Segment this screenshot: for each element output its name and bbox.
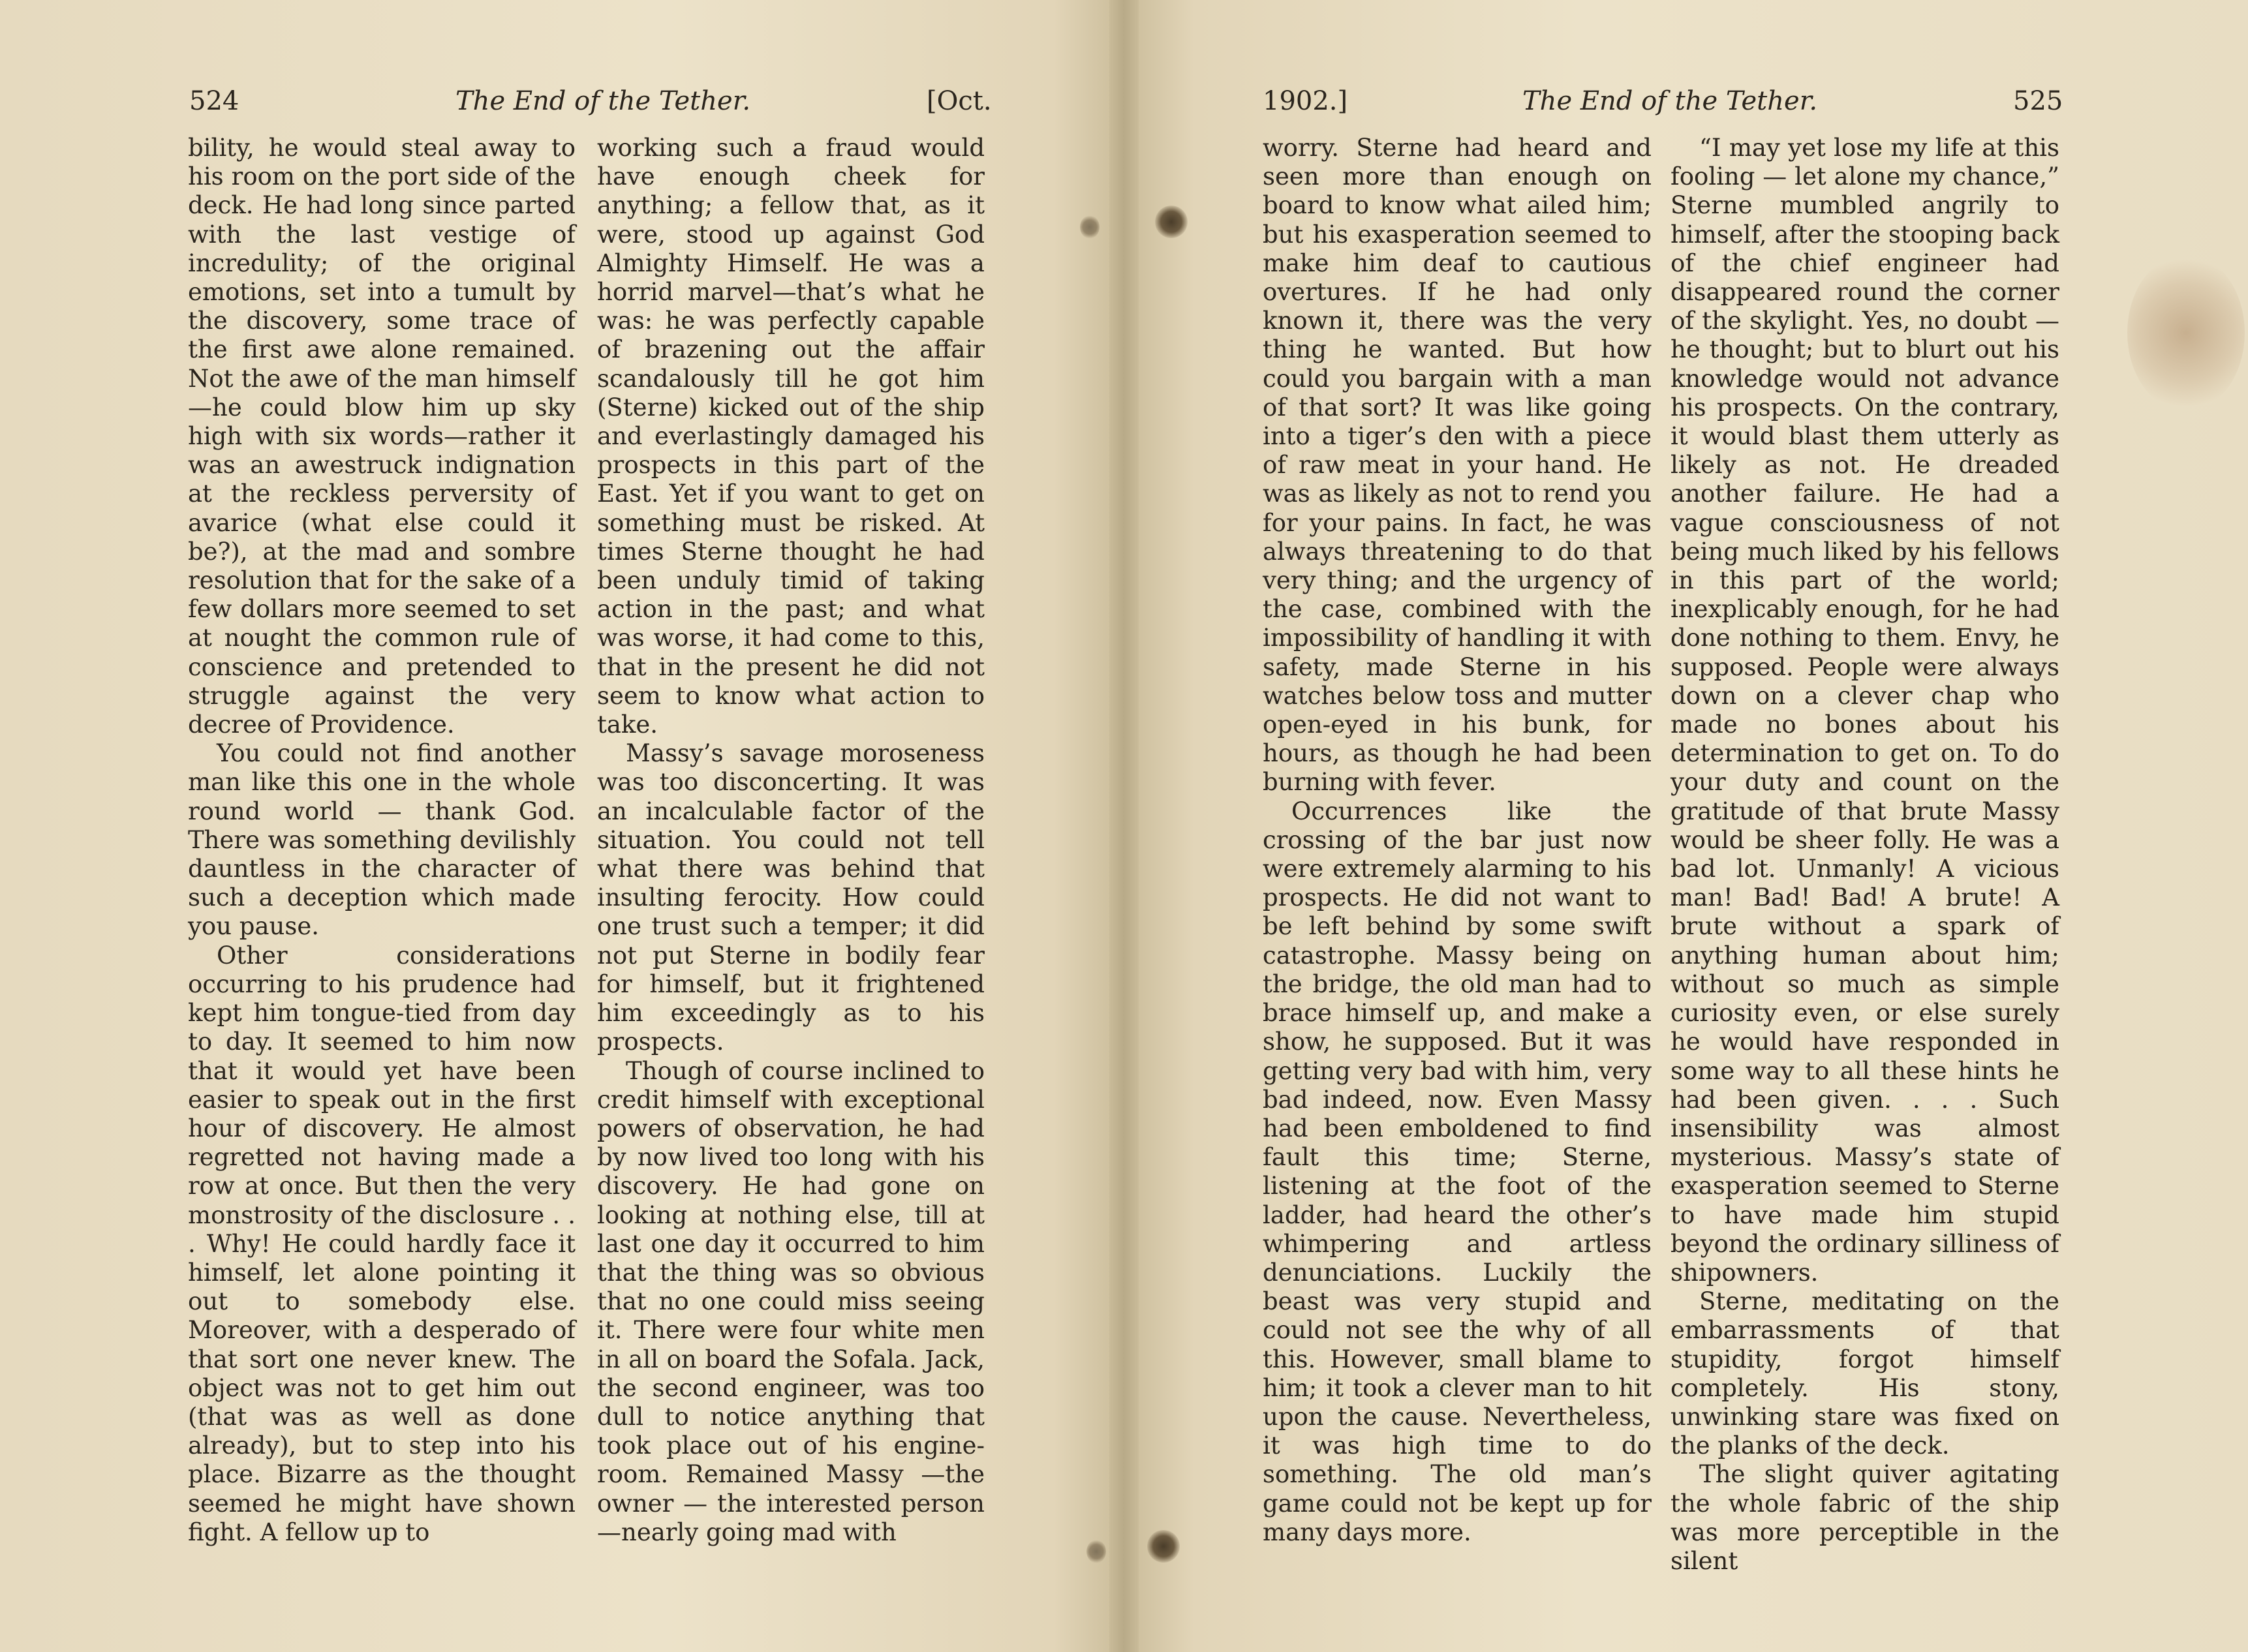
left-page	[0, 0, 1109, 1652]
paragraph: You could not find another man like this one in the whole round world — thank God. There was something devilishly dauntless in the character of such a deception which made you pause.	[188, 739, 576, 941]
binding-hole-mark	[1147, 1530, 1180, 1563]
right-column-1	[1263, 134, 1652, 1547]
paragraph: Other considerations occurring to his prudence had kept him tongue-tied from day to day. It seemed to him now that it would yet have been easier to speak out in the first hour of discovery. He almost regretted not having made a row at once. But then the very monstrosity of the disclosure . . . Why! He could hardly face it himself, let alone pointing it out to somebody else. Moreover, with a desperado of that sort one never knew. The object was not to get him out (that was as well as done already), but to step into his place. Bizarre as the thought seemed he might have shown fight. A fellow up to	[188, 941, 576, 1546]
left-running-date: [Oct.	[927, 86, 992, 116]
paragraph: “I may yet lose my life at this fooling — let alone my chance,” Sterne mumbled angrily to himself, after the stooping back of the chief engineer had disappeared round the corner of the skylight. Yes, no doubt — he thought; but to blurt out his knowledge would not advance his prospects. On the contrary, it would blast them utterly as likely as not. He dreaded another failure. He had a vague consciousness of not being much liked by his fellows in this part of the world; inexplicably enough, for he had done nothing to them. Envy, he supposed. People were always down on a clever chap who made no bones about his determination to get on. To do your duty and count on the gratitude of that brute Massy would be sheer folly. He was a bad lot. Unmanly! A vicious man! Bad! Bad! A brute! A brute without a spark of anything human about him; without so much as simple curiosity even, or else surely he would have responded in some way to all these hints he had been given. . . . Such insensibility was almost mysterious. Massy’s state of exasperation seemed to Sterne to have made him stupid beyond the ordinary silliness of shipowners.	[1671, 134, 2059, 1287]
paragraph: worry. Sterne had heard and seen more than enough on board to know what ailed him; but his exasperation seemed to make him deaf to cautious overtures. If he had only known it, there was the very thing he wanted. But how could you bargain with a man of that sort? It was like going into a tiger’s den with a piece of raw meat in your hand. He was as likely as not to rend you for your pains. In fact, he was always threatening to do that very thing; and the urgency of the case, combined with the impossibility of handling it with safety, made Sterne in his watches below toss and mutter open-eyed in his bunk, for hours, as though he had been burning with fever.	[1263, 134, 1652, 797]
paragraph: Massy’s savage moroseness was too disconcerting. It was an incalculable factor of the situation. You could not tell what there was behind that insulting ferocity. How could one trust such a temper; it did not put Sterne in bodily fear for himself, but it frightened him exceedingly as to his prospects.	[597, 739, 985, 1056]
paragraph: working such a fraud would have enough cheek for anything; a fellow that, as it were, stood up against God Almighty Himself. He was a horrid marvel—that’s what he was: he was perfectly capable of brazening out the affair scandalously till he got him (Sterne) kicked out of the ship and everlastingly damaged his prospects in this part of the East. Yet if you want to get on something must be risked. At times Sterne thought he had been unduly timid of taking action in the past; and what was worse, it had come to this, that in the present he did not seem to know what action to take.	[597, 134, 985, 739]
left-running-head	[0, 82, 1109, 121]
binding-hole-mark	[1155, 206, 1188, 238]
paragraph: The slight quiver agitating the whole fabric of the ship was more perceptible in the silent	[1671, 1460, 2059, 1575]
left-column-1	[188, 134, 576, 1547]
paragraph: Sterne, meditating on the embarrassments of that stupidity, forgot himself completely. His stony, unwinking stare was fixed on the planks of the deck.	[1671, 1287, 2059, 1460]
right-running-head	[1139, 82, 2248, 121]
right-page-number: 525	[2013, 86, 2063, 116]
book-gutter	[1109, 0, 1139, 1652]
paper-stain	[2127, 254, 2245, 411]
paragraph: bility, he would steal away to his room on the port side of the deck. He had long since parted with the last vestige of incredulity; of the original emotions, set into a tumult by the discovery, some trace of the first awe alone remained. Not the awe of the man himself—he could blow him up sky high with six words—rather it was an awestruck indignation at the reckless perversity of avarice (what else could it be?), at the mad and sombre resolution that for the sake of a few dollars more seemed to set at nought the common rule of conscience and pretended to struggle against the very decree of Providence.	[188, 134, 576, 739]
left-running-title: The End of the Tether.	[455, 86, 751, 116]
right-running-title: The End of the Tether.	[1522, 86, 1818, 116]
right-running-date: 1902.]	[1263, 86, 1348, 116]
paragraph: Though of course inclined to credit himself with exceptional powers of observation, he had by now lived too long with his discovery. He had gone on looking at nothing else, till at last one day it occurred to him that the thing was so obvious that no one could miss seeing it. There were four white men in all on board the Sofala. Jack, the second engineer, was too dull to notice anything that took place out of his engine-room. Remained Massy —the owner — the interested person—nearly going mad with	[597, 1056, 985, 1546]
binding-hole-mark	[1086, 1540, 1106, 1563]
right-page	[1139, 0, 2248, 1652]
right-column-2	[1671, 134, 2059, 1576]
left-column-2	[597, 134, 985, 1547]
binding-hole-mark	[1080, 215, 1100, 239]
paragraph: Occurrences like the crossing of the bar just now were extremely alarming to his prospects. He did not want to be left behind by some swift catastrophe. Massy being on the bridge, the old man had to brace himself up, and make a show, he supposed. But it was getting very bad with him, very bad indeed, now. Even Massy had been emboldened to find fault this time; Sterne, listening at the foot of the ladder, had heard the other’s whimpering and artless denunciations. Luckily the beast was very stupid and could not see the why of all this. However, small blame to him; it took a clever man to hit upon the cause. Nevertheless, it was high time to do something. The old man’s game could not be kept up for many days more.	[1263, 797, 1652, 1546]
left-page-number: 524	[189, 86, 239, 116]
